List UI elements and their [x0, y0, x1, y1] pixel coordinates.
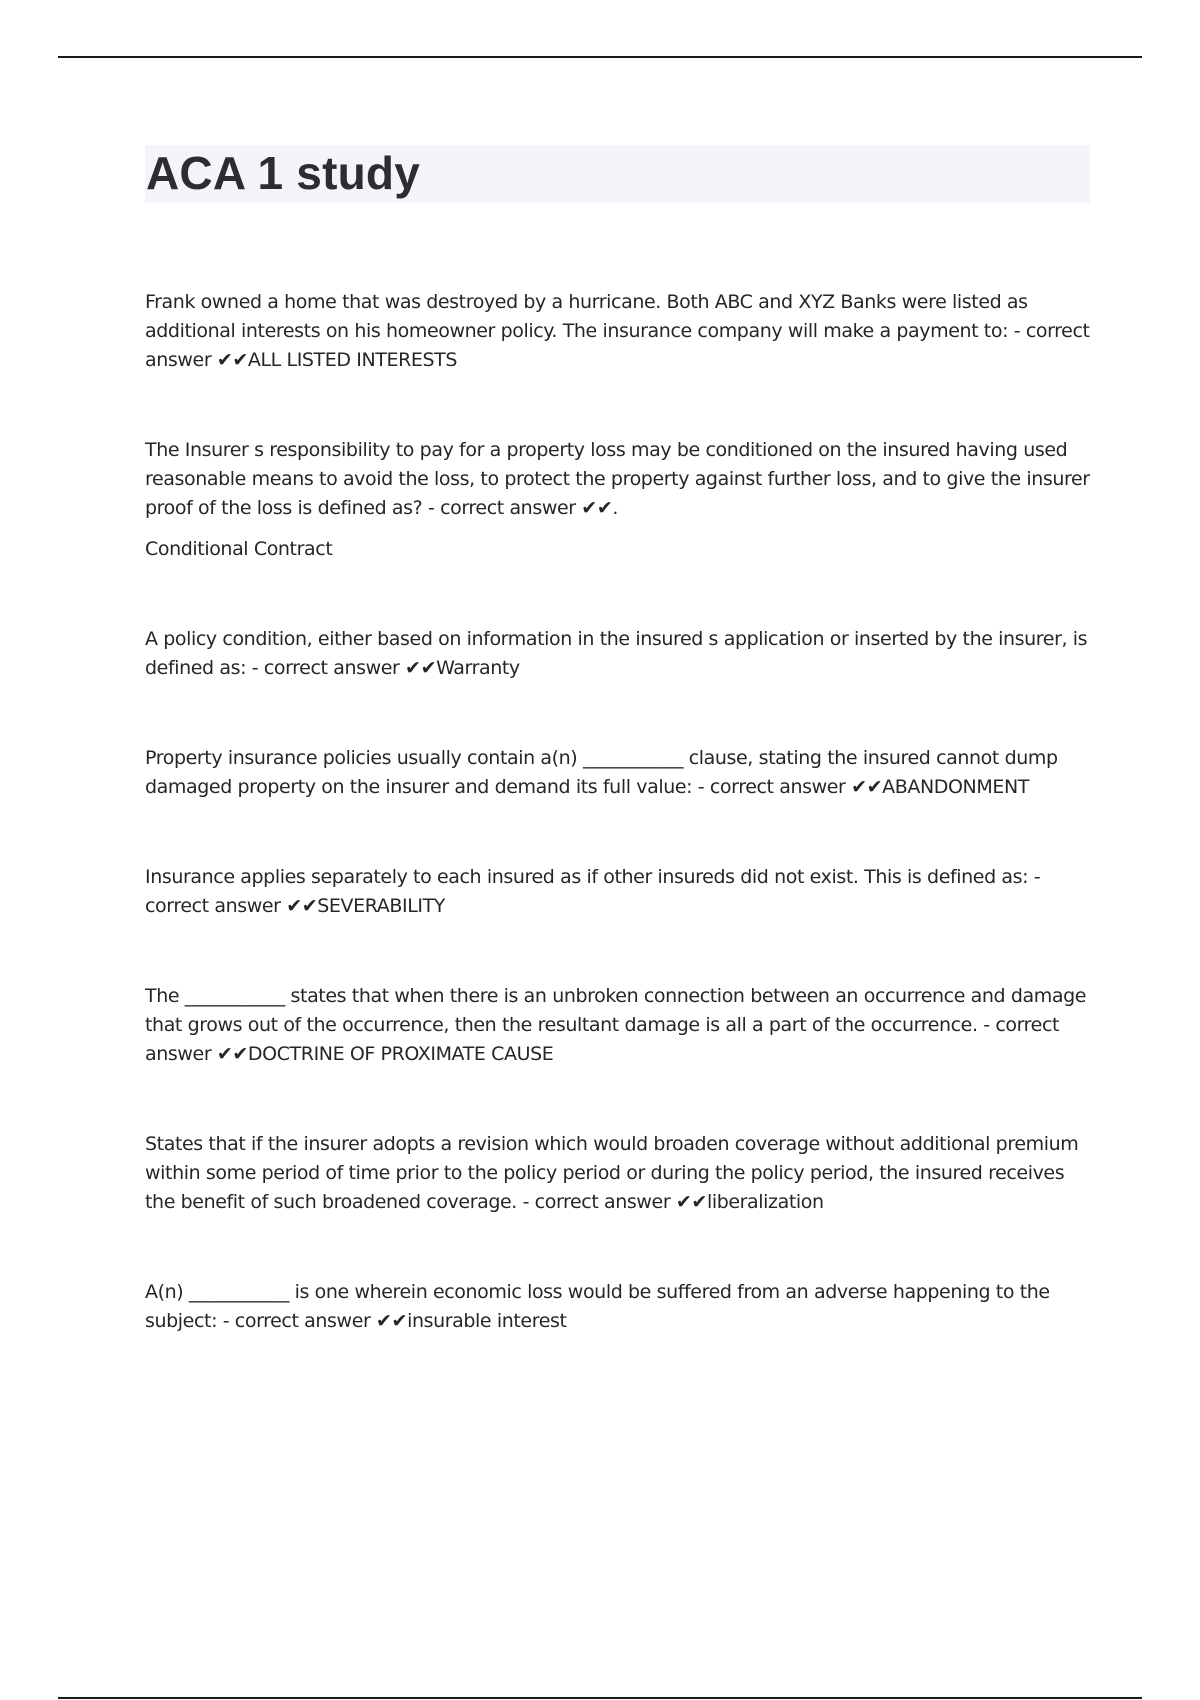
question-1: Frank owned a home that was destroyed by a hurricane. Both ABC and XYZ Banks were listed as additional interests on his homeowner policy. The insurance company will make a payment to: - correct answer ✔✔ALL LISTED INTERESTS — [145, 291, 1090, 371]
bottom-divider — [58, 1697, 1142, 1699]
question-5: Insurance applies separately to each insured as if other insureds did not exist. This is defined as: - correct answer ✔✔SEVERABILITY — [145, 866, 1041, 917]
question-7: States that if the insurer adopts a revision which would broaden coverage without additional premium within some period of time prior to the policy period or during the policy period, the insured receives the benefit of such broadened coverage. - correct answer ✔✔liberalization — [145, 1133, 1079, 1213]
question-8: A(n) ___________ is one wherein economic loss would be suffered from an adverse happening to the subject: - correct answer ✔✔insurable interest — [145, 1281, 1050, 1332]
question-6: The ___________ states that when there is an unbroken connection between an occurrence and damage that grows out of the occurrence, then the resultant damage is all a part of the occurrence. - correct answer ✔✔DOCTRINE OF PROXIMATE CAUSE — [145, 985, 1087, 1065]
question-3: A policy condition, either based on information in the insured s application or inserted by the insurer, is defined as: - correct answer ✔✔Warranty — [145, 628, 1088, 679]
question-2-answer: Conditional Contract — [145, 538, 333, 560]
question-2: The Insurer s responsibility to pay for a property loss may be conditioned on the insured having used reasonable means to avoid the loss, to protect the property against further loss, and to give the insurer proof of the loss is defined as? - correct answer ✔✔. — [145, 439, 1090, 519]
study-content — [145, 288, 1090, 1336]
top-divider — [58, 56, 1142, 58]
question-4: Property insurance policies usually contain a(n) ___________ clause, stating the insured cannot dump damaged property on the insurer and demand its full value: - correct answer ✔✔ABANDONMENT — [145, 747, 1058, 798]
page-title: ACA 1 study — [146, 147, 420, 199]
